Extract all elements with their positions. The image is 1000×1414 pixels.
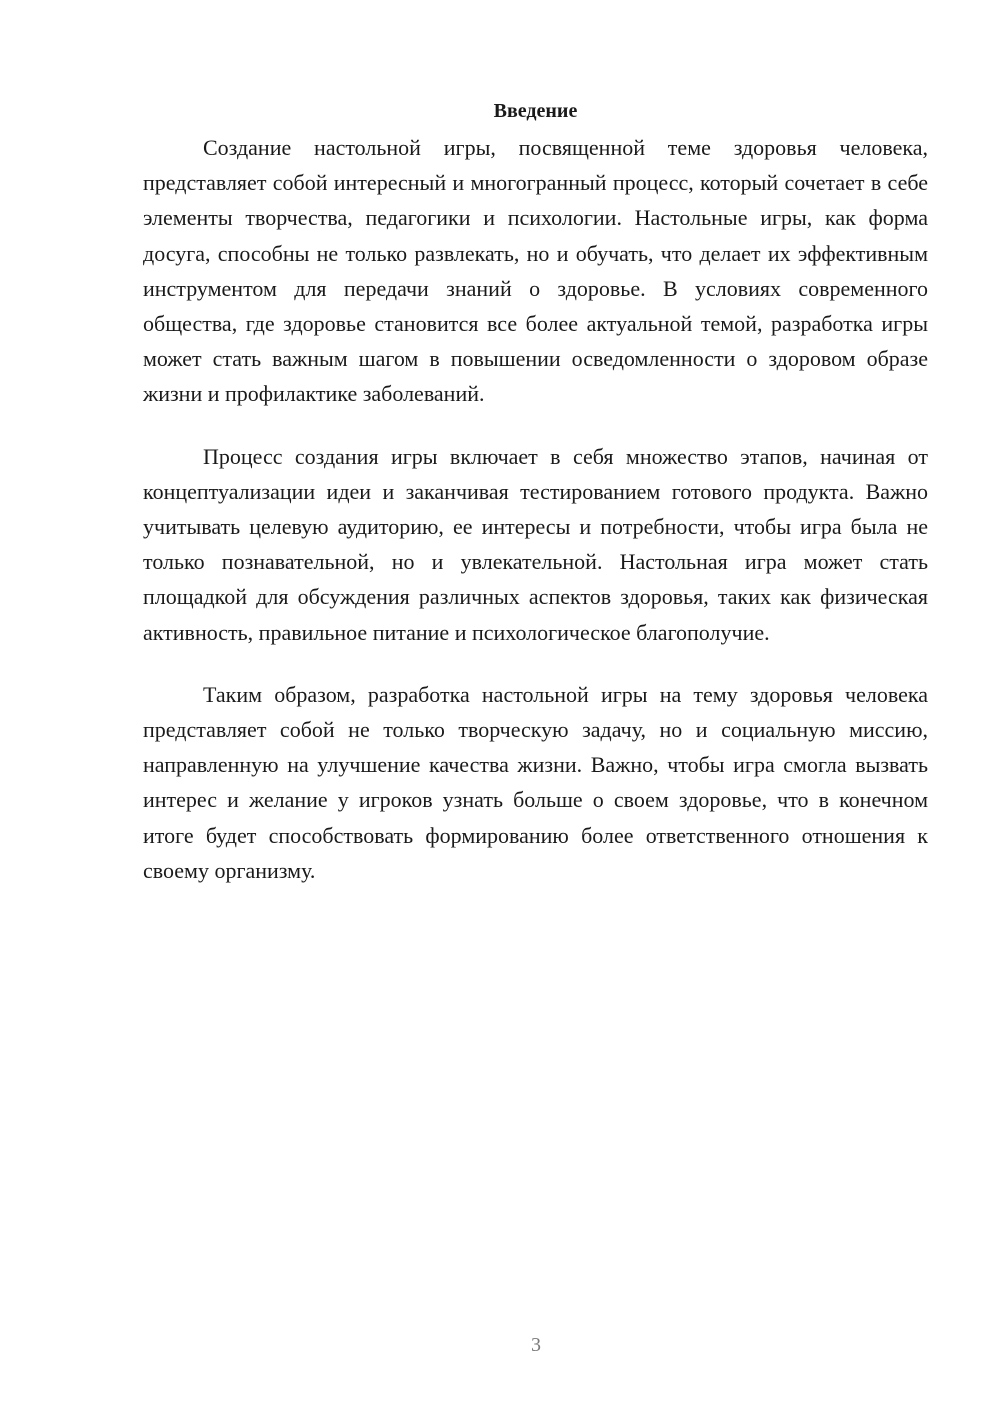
page-content	[143, 96, 928, 888]
section-heading: Введение	[493, 100, 578, 122]
paragraph-3: Таким образом, разработка настольной игры на тему здоровья человека представляет собой не только творческую задачу, но и социальную миссию, направленную на улучшение качества жизни. Важно, чтобы игра смогла вызвать интерес и желание у игроков узнать больше о своем здоровье, что в конечном итоге будет способствовать формированию более ответственного отношения к своему организму.	[143, 681, 928, 883]
page-number: 3	[531, 1334, 541, 1356]
paragraph-2: Процесс создания игры включает в себя множество этапов, начиная от концептуализации идеи и заканчивая тестированием готового продукта. Важно учитывать целевую аудиторию, ее интересы и потребности, чтобы игра была не только познавательной, но и увлекательной. Настольная игра может стать площадкой для обсуждения различных аспектов здоровья, таких как физическая активность, правильное питание и психологическое благополучие.	[143, 443, 928, 645]
paragraph-1: Создание настольной игры, посвященной теме здоровья человека, представляет собой интересный и многогранный процесс, который сочетает в себе элементы творчества, педагогики и психологии. Настольные игры, как форма досуга, способны не только развлекать, но и обучать, что делает их эффективным инструментом для передачи знаний о здоровье. В условиях современного общества, где здоровье становится все более актуальной темой, разработка игры может стать важным шагом в повышении осведомленности о здоровом образе жизни и профилактике заболеваний.	[143, 135, 928, 407]
